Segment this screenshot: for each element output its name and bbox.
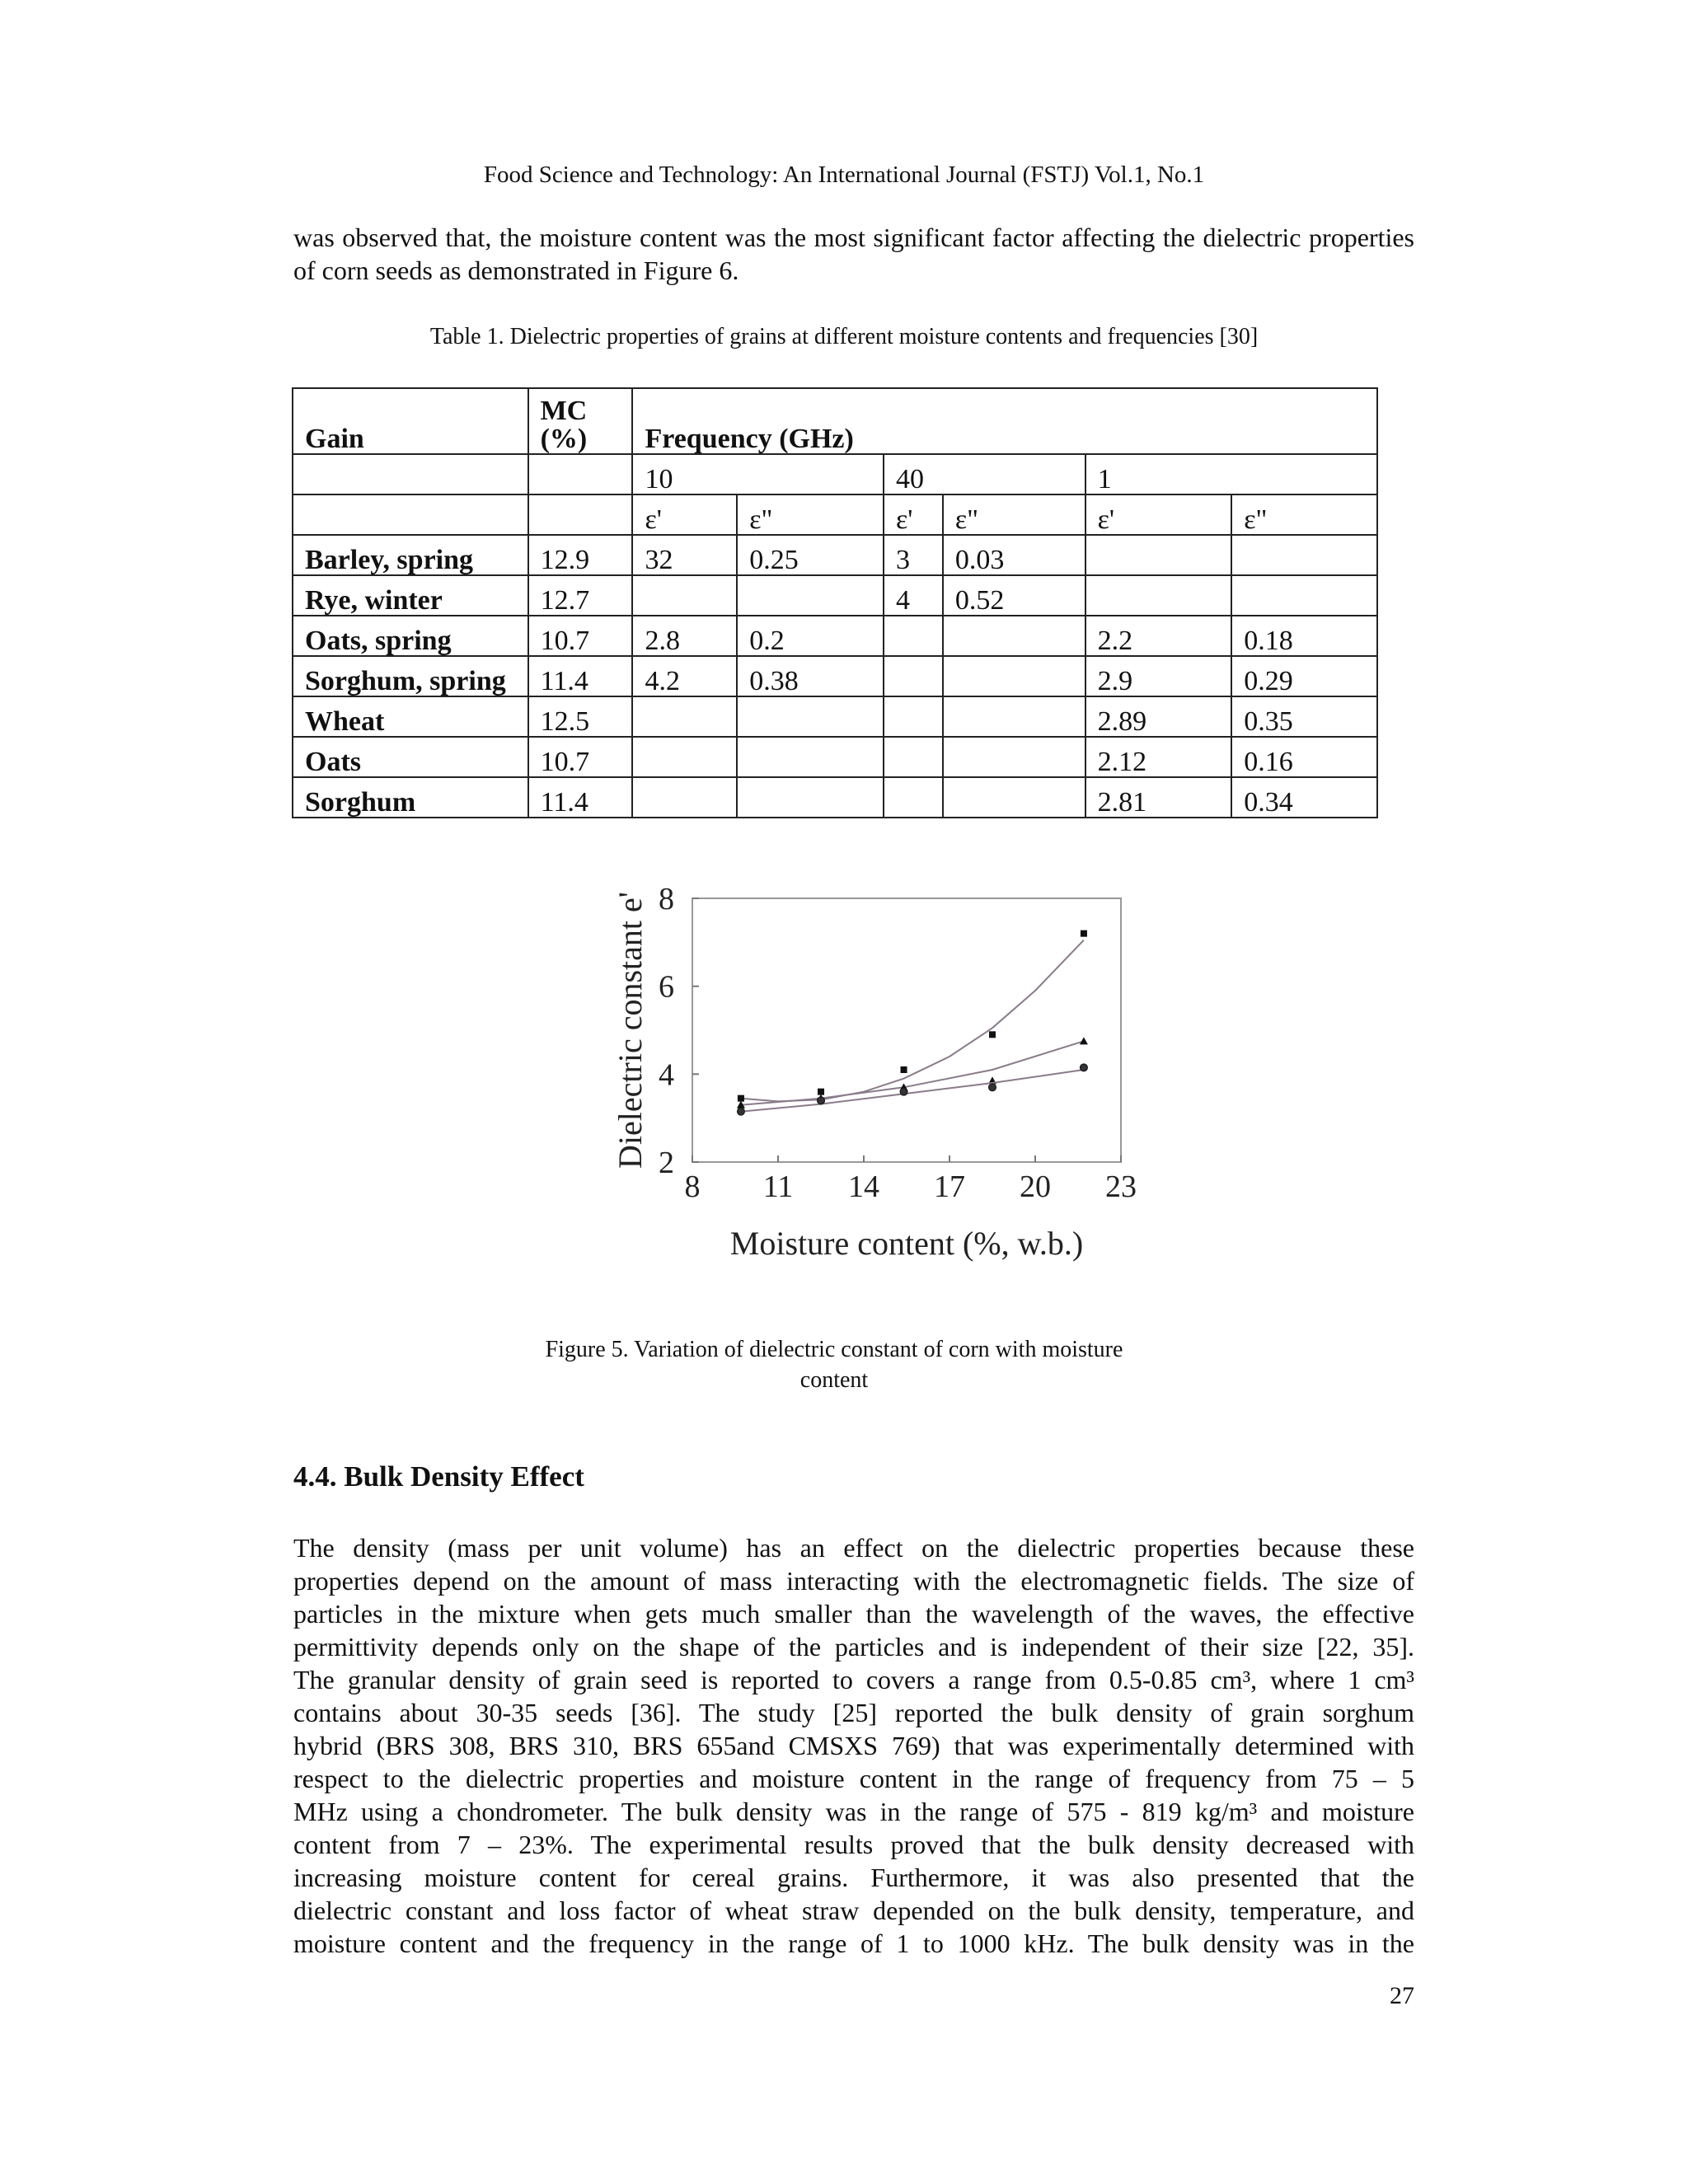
row-name: Rye, winter xyxy=(293,575,528,616)
y-tick-label: 4 xyxy=(659,1057,674,1093)
table-cell: 0.18 xyxy=(1231,616,1377,656)
body-line: particles in the mixture when gets much smaller than the wavelength of the waves, the effective xyxy=(293,1599,1414,1629)
table-cell: 10.7 xyxy=(528,616,633,656)
data-point-square xyxy=(989,1031,996,1038)
table-row xyxy=(293,535,1377,575)
figure-caption-line2: content xyxy=(799,1367,869,1393)
table-cell xyxy=(884,696,943,737)
intro-paragraph: was observed that, the moisture content was the most significant factor affecting the dielectric properties of corn seeds as demonstrated in Figure 6. xyxy=(293,223,1414,285)
table-cell xyxy=(1231,535,1377,575)
table-cell: 12.9 xyxy=(528,535,633,575)
journal-header: Food Science and Technology: An International Journal (FSTJ) Vol.1, No.1 xyxy=(483,162,1205,188)
table-body xyxy=(293,535,1377,818)
body-line: MHz using a chondrometer. The bulk density was in the range of 575 - 819 kg/m³ and moisture xyxy=(293,1797,1414,1826)
body-line: hybrid (BRS 308, BRS 310, BRS 655and CMSXS 769) that was experimentally determined with xyxy=(293,1731,1414,1760)
table-cell: 0.29 xyxy=(1231,656,1377,696)
table-cell: 4 xyxy=(884,575,943,616)
data-point-circle xyxy=(989,1084,996,1091)
table-cell xyxy=(737,777,884,818)
table-cell xyxy=(632,575,737,616)
data-point-square xyxy=(1081,930,1087,937)
body-line: The granular density of grain seed is reported to covers a range from 0.5-0.85 cm³, where 1 cm³ xyxy=(293,1665,1414,1694)
table-row xyxy=(293,737,1377,777)
data-point-circle xyxy=(818,1097,825,1104)
body-line: contains about 30-35 seeds [36]. The study [25] reported the bulk density of grain sorghum xyxy=(293,1698,1414,1727)
table-cell xyxy=(632,696,737,737)
plot-frame xyxy=(692,898,1121,1162)
table-cell xyxy=(1231,575,1377,616)
table-row xyxy=(293,656,1377,696)
table-cell: 11.4 xyxy=(528,777,633,818)
data-point-square xyxy=(738,1095,744,1102)
subheader-cell: ε' xyxy=(632,494,737,535)
frequency-40: 40 xyxy=(884,454,1085,494)
frequency-1: 1 xyxy=(1085,454,1377,494)
table-cell xyxy=(884,656,943,696)
data-point-triangle xyxy=(1080,1037,1088,1044)
body-paragraph xyxy=(293,1531,1414,1960)
header-mc-line1: MC xyxy=(540,396,588,426)
body-line: dielectric constant and loss factor of wheat straw depended on the bulk density, temperature, and xyxy=(293,1896,1414,1925)
page-number: 27 xyxy=(1390,1982,1414,2009)
subheader-cell: ε" xyxy=(1231,494,1377,535)
moisture-chart xyxy=(577,874,1154,1302)
y-tick-label: 2 xyxy=(659,1146,674,1180)
x-tick-label: 23 xyxy=(1105,1169,1137,1204)
subheader-cell: ε" xyxy=(943,494,1085,535)
table-cell xyxy=(1085,575,1232,616)
fit-curve-2 xyxy=(741,1070,1084,1112)
y-tick-label: 6 xyxy=(659,969,674,1005)
table-cell xyxy=(884,777,943,818)
row-name: Sorghum, spring xyxy=(293,656,528,696)
table-cell: 11.4 xyxy=(528,656,633,696)
table-cell: 0.2 xyxy=(737,616,884,656)
table-row xyxy=(293,696,1377,737)
body-line: respect to the dielectric properties and moisture content in the range of frequency from 75 – 5 xyxy=(293,1764,1414,1793)
table-frequency-row xyxy=(293,454,1377,494)
table-cell xyxy=(943,777,1085,818)
subheader-cell: ε" xyxy=(737,494,884,535)
table-cell: 0.34 xyxy=(1231,777,1377,818)
subheader-cell: ε' xyxy=(884,494,943,535)
x-tick-label: 14 xyxy=(848,1169,879,1204)
table-cell: 3 xyxy=(884,535,943,575)
x-tick-label: 17 xyxy=(934,1169,965,1204)
x-axis-label: Moisture content (%, w.b.) xyxy=(729,1225,1084,1262)
table-subheader-row xyxy=(293,494,1377,535)
data-point-square xyxy=(818,1089,824,1095)
data-point-square xyxy=(901,1066,907,1073)
table-row xyxy=(293,616,1377,656)
table-cell: 2.12 xyxy=(1085,737,1232,777)
frequency-10: 10 xyxy=(632,454,883,494)
table-row xyxy=(293,777,1377,818)
table-cell: 0.16 xyxy=(1231,737,1377,777)
section-heading: 4.4. Bulk Density Effect xyxy=(293,1460,584,1493)
table-cell xyxy=(632,737,737,777)
body-line: properties depend on the amount of mass interacting with the electromagnetic fields. The size of xyxy=(293,1566,1414,1596)
body-line: The density (mass per unit volume) has an effect on the dielectric properties because these xyxy=(293,1533,1414,1563)
row-name: Wheat xyxy=(293,696,528,737)
data-point-circle xyxy=(737,1108,744,1115)
row-name: Barley, spring xyxy=(293,535,528,575)
table-cell: 2.9 xyxy=(1085,656,1232,696)
figure-caption-line1: Figure 5. Variation of dielectric constant of corn with moisture xyxy=(545,1337,1123,1362)
body-line: content from 7 – 23%. The experimental results proved that the bulk density decreased with xyxy=(293,1830,1414,1859)
table-cell xyxy=(943,696,1085,737)
table-cell: 0.03 xyxy=(943,535,1085,575)
dielectric-table xyxy=(292,387,1378,818)
x-tick-label: 20 xyxy=(1020,1169,1051,1204)
table-cell: 12.5 xyxy=(528,696,633,737)
header-gain: Gain xyxy=(293,388,528,454)
table-cell: 2.8 xyxy=(632,616,737,656)
row-name: Sorghum xyxy=(293,777,528,818)
table-cell: 0.52 xyxy=(943,575,1085,616)
y-axis-label: Dielectric constant e' xyxy=(612,892,649,1169)
table-cell xyxy=(737,696,884,737)
table-cell xyxy=(737,575,884,616)
row-name: Oats, spring xyxy=(293,616,528,656)
table-cell xyxy=(943,616,1085,656)
body-line: increasing moisture content for cereal grains. Furthermore, it was also presented that the xyxy=(293,1863,1414,1892)
table-cell: 10.7 xyxy=(528,737,633,777)
table-cell: 4.2 xyxy=(632,656,737,696)
x-tick-label: 11 xyxy=(762,1169,794,1204)
table-cell xyxy=(737,737,884,777)
y-tick-label: 8 xyxy=(659,882,674,916)
table-header-row xyxy=(293,388,1377,454)
row-name: Oats xyxy=(293,737,528,777)
header-mc xyxy=(528,388,633,454)
table-cell: 32 xyxy=(632,535,737,575)
table-cell: 0.38 xyxy=(737,656,884,696)
table-cell: 2.2 xyxy=(1085,616,1232,656)
table-cell: 12.7 xyxy=(528,575,633,616)
table-cell xyxy=(632,777,737,818)
table-cell xyxy=(1085,535,1232,575)
body-line: permittivity depends only on the shape of the particles and is independent of their size [22, 35]. xyxy=(293,1632,1414,1661)
header-mc-line2: (%) xyxy=(540,424,588,454)
table-cell xyxy=(943,656,1085,696)
table-cell: 0.25 xyxy=(737,535,884,575)
table-cell: 0.35 xyxy=(1231,696,1377,737)
body-line: moisture content and the frequency in the range of 1 to 1000 kHz. The bulk density was in the xyxy=(293,1929,1414,1958)
header-frequency: Frequency (GHz) xyxy=(632,388,1377,454)
table-row xyxy=(293,575,1377,616)
table-cell xyxy=(943,737,1085,777)
table-cell: 2.89 xyxy=(1085,696,1232,737)
data-point-circle xyxy=(900,1088,907,1095)
table-cell: 2.81 xyxy=(1085,777,1232,818)
table-cell xyxy=(884,737,943,777)
table-cell xyxy=(884,616,943,656)
table-caption: Table 1. Dielectric properties of grains at different moisture contents and frequencies [30] xyxy=(429,324,1259,349)
data-point-circle xyxy=(1080,1064,1087,1071)
subheader-cell: ε' xyxy=(1085,494,1232,535)
x-tick-label: 8 xyxy=(684,1169,701,1204)
fit-curve-1 xyxy=(741,1041,1084,1104)
